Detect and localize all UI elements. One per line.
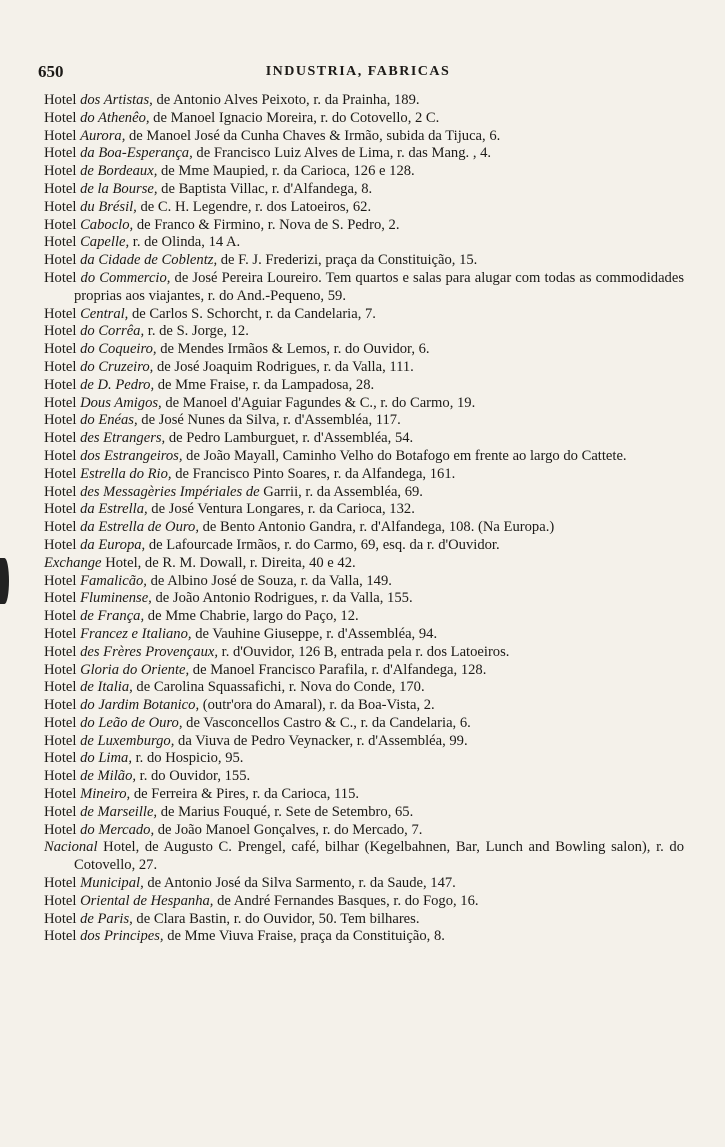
entry-details: de Franco & Firmino, r. Nova de S. Pedro, 2. bbox=[133, 216, 400, 233]
directory-entry bbox=[44, 750, 684, 768]
directory-entry bbox=[44, 911, 684, 929]
entry-details: de Mme Viuva Fraise, praça da Constituição, 8. bbox=[163, 928, 445, 945]
directory-entry bbox=[44, 501, 684, 519]
directory-entry bbox=[44, 323, 684, 341]
hotel-name: do Cruzeiro, bbox=[80, 358, 154, 375]
directory-entry bbox=[44, 928, 684, 946]
hotel-name: do Mercado, bbox=[80, 821, 155, 838]
directory-entry bbox=[44, 412, 684, 430]
directory-entry bbox=[44, 893, 684, 911]
entry-prefix: Hotel bbox=[44, 536, 81, 553]
entry-prefix: Hotel bbox=[44, 412, 81, 429]
directory-entry bbox=[44, 341, 684, 359]
directory-entry bbox=[44, 377, 684, 395]
directory-entry bbox=[44, 839, 684, 875]
entry-prefix: Hotel bbox=[44, 127, 81, 144]
directory-entry bbox=[44, 608, 684, 626]
entry-details: de José Joaquim Rodrigues, r. da Valla, 111. bbox=[153, 358, 414, 375]
entry-details: de Manoel Francisco Parafila, r. d'Alfandega, 128. bbox=[189, 661, 487, 678]
entry-details: de Lafourcade Irmãos, r. do Carmo, 69, esq. da r. d'Ouvidor. bbox=[145, 536, 500, 553]
entry-prefix: Hotel bbox=[44, 483, 81, 500]
entry-details: de Mendes Irmãos & Lemos, r. do Ouvidor, 6. bbox=[156, 341, 430, 358]
entry-prefix: Hotel bbox=[44, 590, 81, 607]
directory-entry bbox=[44, 644, 684, 662]
entry-details: de Mme Maupied, r. da Carioca, 126 e 128. bbox=[157, 163, 415, 180]
hotel-name: de D. Pedro, bbox=[80, 376, 155, 393]
entry-prefix: Hotel bbox=[44, 198, 81, 215]
entry-details: de Clara Bastin, r. do Ouvidor, 50. Tem bilhares. bbox=[132, 910, 420, 927]
directory-entry bbox=[44, 590, 684, 608]
directory-entry bbox=[44, 145, 684, 163]
directory-entry bbox=[44, 662, 684, 680]
entry-prefix: Hotel bbox=[44, 697, 81, 714]
entry-prefix: Hotel bbox=[44, 608, 81, 625]
entry-details: de Albino José de Souza, r. da Valla, 149. bbox=[146, 572, 392, 589]
entry-details: de José Pereira Loureiro. Tem quartos e salas para alugar com todas as commodidades proprias aos viajantes, r. do And.-Pequeno, 59. bbox=[74, 269, 685, 304]
entry-details: de Marius Fouqué, r. Sete de Setembro, 65. bbox=[157, 803, 414, 820]
entry-details: de João Manoel Gonçalves, r. do Mercado, 7. bbox=[154, 821, 423, 838]
entry-prefix: Hotel bbox=[44, 92, 81, 108]
entry-prefix: Hotel bbox=[44, 252, 81, 269]
directory-entry bbox=[44, 181, 684, 199]
page-header bbox=[38, 62, 678, 86]
hotel-name: dos Principes, bbox=[80, 928, 164, 945]
hotel-name: Famalicão, bbox=[80, 572, 147, 589]
directory-entry bbox=[44, 199, 684, 217]
hotel-name: Oriental de Hespanha, bbox=[80, 892, 214, 909]
entry-details: de Antonio José da Silva Sarmento, r. da Saude, 147. bbox=[143, 875, 456, 892]
entry-details: de Vauhine Giuseppe, r. d'Assembléa, 94. bbox=[191, 625, 438, 642]
entry-details: de F. J. Frederizi, praça da Constituição, 15. bbox=[217, 252, 478, 269]
directory-entry bbox=[44, 875, 684, 893]
directory-entry bbox=[44, 163, 684, 181]
entry-details: de Bento Antonio Gandra, r. d'Alfandega, 108. (Na Europa.) bbox=[198, 519, 555, 536]
directory-entry bbox=[44, 234, 684, 252]
directory-entry bbox=[44, 822, 684, 840]
entry-prefix: Hotel bbox=[44, 572, 81, 589]
entry-prefix: Hotel bbox=[44, 358, 81, 375]
directory-entry bbox=[44, 306, 684, 324]
entry-details: de Pedro Lamburguet, r. d'Assembléa, 54. bbox=[165, 430, 414, 447]
entry-prefix: Hotel bbox=[44, 269, 81, 286]
directory-entry bbox=[44, 484, 684, 502]
entry-details: r. do Hospicio, 95. bbox=[131, 750, 244, 767]
hotel-name: do Commercio, bbox=[80, 269, 171, 286]
entry-prefix: Hotel bbox=[44, 803, 81, 820]
directory-entry bbox=[44, 697, 684, 715]
hotel-name: do Jardim Botanico, bbox=[80, 697, 200, 714]
entry-details: r. do Ouvidor, 155. bbox=[136, 768, 251, 785]
entry-details: de Mme Chabrie, largo do Paço, 12. bbox=[144, 608, 359, 625]
hotel-name: de Bordeaux, bbox=[80, 163, 158, 180]
directory-entry bbox=[44, 395, 684, 413]
entry-details: de José Nunes da Silva, r. d'Assembléa, 117. bbox=[137, 412, 401, 429]
entry-details: (outr'ora do Amaral), r. da Boa-Vista, 2. bbox=[199, 697, 435, 714]
entry-details: r. d'Ouvidor, 126 B, entrada pela r. dos Latoeiros. bbox=[218, 643, 510, 660]
directory-entry bbox=[44, 555, 684, 573]
hotel-name: des Frères Provençaux, bbox=[80, 643, 218, 660]
entry-prefix: Hotel bbox=[44, 625, 81, 642]
entry-prefix: Hotel bbox=[44, 732, 81, 749]
entry-details: r. de S. Jorge, 12. bbox=[144, 323, 249, 340]
hotel-name: Fluminense, bbox=[80, 590, 152, 607]
entry-prefix: Hotel bbox=[44, 234, 81, 251]
hotel-name: dos Artistas, bbox=[80, 92, 153, 108]
entry-prefix: Hotel bbox=[44, 465, 81, 482]
directory-entry bbox=[44, 430, 684, 448]
directory-entry bbox=[44, 110, 684, 128]
entry-details: Hotel, de Augusto C. Prengel, café, bilhar (Kegelbahnen, Bar, Lunch and Bowling salon), r. do Cotovello, 27. bbox=[74, 839, 684, 874]
hotel-name: de França, bbox=[80, 608, 145, 625]
entry-prefix: Hotel bbox=[44, 679, 81, 696]
directory-entry bbox=[44, 466, 684, 484]
directory-entry bbox=[44, 715, 684, 733]
entry-details: de Vasconcellos Castro & C., r. da Candelaria, 6. bbox=[182, 714, 471, 731]
entry-prefix: Hotel bbox=[44, 892, 81, 909]
entry-prefix: Hotel bbox=[44, 661, 81, 678]
entry-details: de Antonio Alves Peixoto, r. da Prainha, 189. bbox=[152, 92, 420, 108]
entry-details: Hotel, de R. M. Dowall, r. Direita, 40 e 42. bbox=[101, 554, 356, 571]
hotel-name: Aurora, bbox=[80, 127, 126, 144]
hotel-name: de Milão, bbox=[80, 768, 137, 785]
entry-details: de André Fernandes Basques, r. do Fogo, 16. bbox=[213, 892, 479, 909]
entry-prefix: Hotel bbox=[44, 376, 81, 393]
entry-details: de João Antonio Rodrigues, r. da Valla, 155. bbox=[151, 590, 413, 607]
hotel-name: Francez e Italiano, bbox=[80, 625, 192, 642]
entry-details: de José Ventura Longares, r. da Carioca, 132. bbox=[147, 501, 415, 518]
entry-details: de C. H. Legendre, r. dos Latoeiros, 62. bbox=[136, 198, 372, 215]
directory-entry bbox=[44, 626, 684, 644]
entry-prefix: Hotel bbox=[44, 163, 81, 180]
entry-prefix: Hotel bbox=[44, 180, 81, 197]
hotel-name: da Estrella de Ouro, bbox=[80, 519, 199, 536]
entry-details: de Carolina Squassafichi, r. Nova do Conde, 170. bbox=[132, 679, 425, 696]
hotel-name: de la Bourse, bbox=[80, 180, 158, 197]
entry-details: da Viuva de Pedro Veynacker, r. d'Assembléa, 99. bbox=[174, 732, 468, 749]
directory-entry bbox=[44, 217, 684, 235]
entry-details: de Carlos S. Schorcht, r. da Candelaria, 7. bbox=[128, 305, 376, 322]
entry-prefix: Hotel bbox=[44, 305, 81, 322]
hotel-name: Estrella do Rio, bbox=[80, 465, 172, 482]
entry-prefix: Hotel bbox=[44, 430, 81, 447]
directory-entry bbox=[44, 804, 684, 822]
entry-details: de João Mayall, Caminho Velho do Botafogo em frente ao largo do Cattete. bbox=[182, 447, 627, 464]
hotel-name: Exchange bbox=[44, 554, 102, 571]
directory-entry bbox=[44, 679, 684, 697]
hotel-directory-list bbox=[44, 92, 684, 946]
hotel-name: des Messagèries Impériales de bbox=[80, 483, 260, 500]
entry-prefix: Hotel bbox=[44, 910, 81, 927]
hotel-name: dos Estrangeiros, bbox=[80, 447, 183, 464]
hotel-name: Central, bbox=[80, 305, 129, 322]
hotel-name: do Corrêa, bbox=[80, 323, 145, 340]
directory-entry bbox=[44, 448, 684, 466]
entry-prefix: Hotel bbox=[44, 821, 81, 838]
hotel-name: da Boa-Esperança, bbox=[80, 145, 193, 162]
hotel-name: de Marseille, bbox=[80, 803, 158, 820]
entry-details: de Mme Fraise, r. da Lampadosa, 28. bbox=[154, 376, 375, 393]
hotel-name: de Paris, bbox=[80, 910, 133, 927]
directory-entry bbox=[44, 359, 684, 377]
hotel-name: Nacional bbox=[44, 839, 98, 856]
entry-prefix: Hotel bbox=[44, 714, 81, 731]
entry-prefix: Hotel bbox=[44, 519, 81, 536]
hotel-name: des Etrangers, bbox=[80, 430, 166, 447]
entry-prefix: Hotel bbox=[44, 447, 81, 464]
running-head: INDUSTRIA, FABRICAS bbox=[265, 64, 451, 79]
entry-details: de Francisco Pinto Soares, r. da Alfandega, 161. bbox=[171, 465, 456, 482]
entry-prefix: Hotel bbox=[44, 768, 81, 785]
entry-prefix: Hotel bbox=[44, 145, 81, 162]
directory-entry bbox=[44, 92, 684, 110]
hotel-name: du Brésil, bbox=[80, 198, 137, 215]
entry-details: r. de Olinda, 14 A. bbox=[129, 234, 241, 251]
entry-prefix: Hotel bbox=[44, 928, 81, 945]
hotel-name: Caboclo, bbox=[80, 216, 134, 233]
entry-details: de Francisco Luiz Alves de Lima, r. das Mang. , 4. bbox=[192, 145, 492, 162]
hotel-name: Dous Amigos, bbox=[80, 394, 162, 411]
directory-entry bbox=[44, 733, 684, 751]
entry-prefix: Hotel bbox=[44, 875, 81, 892]
hotel-name: Municipal, bbox=[80, 875, 144, 892]
directory-entry bbox=[44, 252, 684, 270]
hotel-name: do Athenêo, bbox=[80, 109, 150, 126]
hotel-name: do Lima, bbox=[80, 750, 132, 767]
hotel-name: de Italia, bbox=[80, 679, 133, 696]
hotel-name: da Cidade de Coblentz, bbox=[80, 252, 218, 269]
entry-prefix: Hotel bbox=[44, 786, 81, 803]
entry-details: de Manoel d'Aguiar Fagundes & C., r. do Carmo, 19. bbox=[161, 394, 476, 411]
directory-entry bbox=[44, 270, 684, 306]
entry-prefix: Hotel bbox=[44, 216, 81, 233]
entry-prefix: Hotel bbox=[44, 643, 81, 660]
entry-prefix: Hotel bbox=[44, 394, 81, 411]
entry-prefix: Hotel bbox=[44, 501, 81, 518]
hotel-name: do Enéas, bbox=[80, 412, 138, 429]
directory-entry bbox=[44, 519, 684, 537]
hotel-name: Gloria do Oriente, bbox=[80, 661, 190, 678]
directory-entry bbox=[44, 128, 684, 146]
hotel-name: do Leão de Ouro, bbox=[80, 714, 183, 731]
hotel-name: Capelle, bbox=[80, 234, 130, 251]
hotel-name: de Luxemburgo, bbox=[80, 732, 175, 749]
entry-details: Garrii, r. da Assembléa, 69. bbox=[259, 483, 423, 500]
hotel-name: da Estrella, bbox=[80, 501, 148, 518]
entry-prefix: Hotel bbox=[44, 750, 81, 767]
directory-entry bbox=[44, 768, 684, 786]
entry-details: de Manoel José da Cunha Chaves & Irmão, subida da Tijuca, 6. bbox=[125, 127, 501, 144]
hotel-name: do Coqueiro, bbox=[80, 341, 157, 358]
entry-details: de Baptista Villac, r. d'Alfandega, 8. bbox=[157, 180, 373, 197]
entry-details: de Ferreira & Pires, r. da Carioca, 115. bbox=[130, 786, 360, 803]
entry-details: de Manoel Ignacio Moreira, r. do Cotovello, 2 C. bbox=[149, 109, 440, 126]
hotel-name: Mineiro, bbox=[80, 786, 131, 803]
ink-blot bbox=[0, 558, 9, 604]
entry-prefix: Hotel bbox=[44, 109, 81, 126]
directory-entry bbox=[44, 573, 684, 591]
directory-entry bbox=[44, 786, 684, 804]
directory-entry bbox=[44, 537, 684, 555]
entry-prefix: Hotel bbox=[44, 341, 81, 358]
page-number: 650 bbox=[38, 62, 64, 81]
entry-prefix: Hotel bbox=[44, 323, 81, 340]
hotel-name: da Europa, bbox=[80, 536, 146, 553]
